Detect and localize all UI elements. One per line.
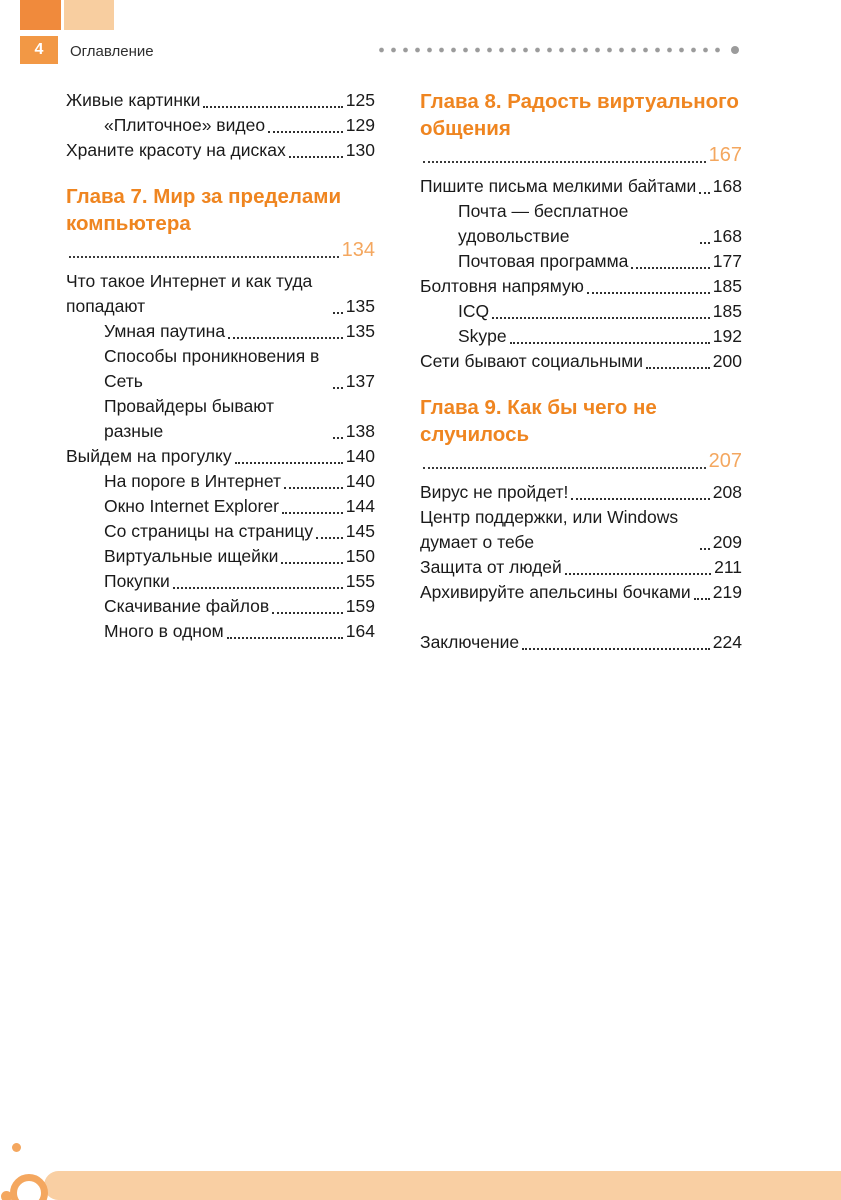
toc-entry-label: Умная паутина	[104, 321, 226, 341]
dot-leader	[694, 598, 710, 600]
toc-entry-page: 144	[345, 496, 375, 516]
dot-leader	[571, 498, 709, 500]
toc-entry-label: Скачивание файлов	[104, 596, 270, 616]
toc-entry-page: 177	[712, 251, 742, 271]
header-dots-decoration	[377, 45, 727, 55]
toc-entry-label: Окно Internet Explorer	[104, 496, 279, 516]
toc-entry-page: 219	[712, 582, 742, 602]
toc-entry	[66, 319, 375, 344]
toc-entry-label: Покупки	[104, 571, 170, 591]
toc-entry-page: 138	[345, 421, 375, 441]
dot-leader	[203, 106, 342, 108]
toc-entry-page: 135	[345, 321, 375, 341]
toc-entry-page: 129	[345, 115, 375, 135]
toc-entry-label: Пишите письма мелкими байтами	[420, 176, 697, 196]
toc-entry-label: Живые картинки	[66, 90, 201, 110]
toc-entry-page: 200	[712, 351, 742, 371]
toc-entry	[66, 469, 375, 494]
toc-entry-page: 185	[712, 276, 742, 296]
toc-entry-label: Много в одном	[104, 621, 224, 641]
dot-leader	[333, 387, 343, 389]
page-number-badge	[20, 36, 58, 64]
toc-entry-label: Почта — бесплатное удовольствие	[458, 201, 629, 246]
toc-entry	[66, 394, 375, 444]
toc-entry-label: Центр поддержки, или Windows думает о тебе	[420, 507, 679, 552]
toc-entry-label: Провайдеры бывают разные	[104, 396, 274, 441]
toc-entry	[66, 619, 375, 644]
toc-entry-label: Болтовня напрямую	[420, 276, 584, 296]
toc-entry	[66, 344, 375, 394]
dot-leader	[699, 192, 709, 194]
toc-entry	[420, 274, 742, 299]
page-title: Оглавление	[70, 43, 154, 60]
toc-entry-page: 168	[712, 176, 742, 196]
footer-dot-decoration	[1, 1191, 12, 1200]
toc-chapter-page: 167	[708, 144, 742, 166]
dot-leader	[565, 573, 711, 575]
dot-leader	[289, 156, 343, 158]
toc-entry	[66, 594, 375, 619]
dot-leader	[492, 317, 710, 319]
toc-entry-page: 192	[712, 326, 742, 346]
toc-entry	[420, 249, 742, 274]
footer-bar-decoration	[44, 1171, 841, 1200]
toc-entry-label: Со страницы на страницу	[104, 521, 314, 541]
toc-chapter-label: Глава 9. Как бы чего не случилось	[420, 396, 657, 446]
dot-leader	[282, 512, 343, 514]
toc-entry	[420, 174, 742, 199]
toc-entry	[66, 113, 375, 138]
toc-entry-page: 155	[345, 571, 375, 591]
toc-entry-label: Что такое Интернет и как туда попадают	[66, 271, 313, 316]
header-tab-light-decoration	[64, 0, 114, 30]
dot-leader	[235, 462, 343, 464]
toc-entry-page: 125	[345, 90, 375, 110]
toc-entry-page: 185	[712, 301, 742, 321]
toc-entry-label: Архивируйте апельсины бочками	[420, 582, 691, 602]
dot-leader	[228, 337, 343, 339]
toc-entry	[420, 324, 742, 349]
dot-leader	[173, 587, 343, 589]
toc-entry-page: 208	[712, 482, 742, 502]
toc-entry-label: Skype	[458, 326, 507, 346]
dot-leader	[281, 562, 342, 564]
toc-entry	[66, 544, 375, 569]
toc-entry	[66, 138, 375, 163]
toc-chapter-heading	[420, 394, 742, 475]
toc-entry-label: Виртуальные ищейки	[104, 546, 279, 566]
dot-leader	[423, 467, 706, 469]
dot-leader	[646, 367, 710, 369]
toc-entry	[420, 299, 742, 324]
toc-column-left	[66, 88, 375, 644]
dot-leader	[700, 242, 710, 244]
toc-entry	[66, 88, 375, 113]
dot-leader	[69, 256, 339, 258]
dot-leader	[272, 612, 343, 614]
dot-leader	[587, 292, 710, 294]
toc-entry-label: Сети бывают социальными	[420, 351, 644, 371]
footer-dot-decoration	[12, 1143, 21, 1152]
toc-entry	[66, 269, 375, 319]
toc-entry-page: 140	[345, 471, 375, 491]
dot-leader	[631, 267, 709, 269]
toc-entry-page: 135	[345, 296, 375, 316]
toc-entry	[66, 494, 375, 519]
dot-leader	[700, 548, 710, 550]
toc-entry	[420, 555, 742, 580]
toc-entry	[420, 505, 742, 555]
toc-column-right	[420, 88, 742, 655]
dot-leader	[423, 161, 706, 163]
toc-entry-page: 168	[712, 226, 742, 246]
toc-chapter-heading	[66, 183, 375, 264]
toc-entry-page: 209	[712, 532, 742, 552]
toc-entry-page: 140	[345, 446, 375, 466]
page-number: 4	[34, 41, 44, 58]
toc-entry-label: На пороге в Интернет	[104, 471, 282, 491]
dot-leader	[333, 312, 343, 314]
toc-entry	[66, 519, 375, 544]
toc-chapter-label: Глава 8. Радость виртуального общения	[420, 90, 739, 140]
toc-chapter-page: 207	[708, 450, 742, 472]
toc-entry-page: 145	[345, 521, 375, 541]
dot-leader	[522, 648, 710, 650]
header-tab-dark-decoration	[20, 0, 61, 30]
toc-entry	[420, 199, 742, 249]
toc-entry-label: Заключение	[420, 632, 520, 652]
toc-entry-page: 224	[712, 632, 742, 652]
toc-entry-label: Почтовая программа	[458, 251, 629, 271]
toc-entry-page: 130	[345, 140, 375, 160]
toc-entry	[420, 630, 742, 655]
footer-ring-decoration	[10, 1174, 48, 1200]
toc-entry-page: 164	[345, 621, 375, 641]
toc-entry	[420, 480, 742, 505]
toc-entry-page: 211	[714, 557, 742, 577]
toc-entry-label: Храните красоту на дисках	[66, 140, 286, 160]
toc-entry-label: Способы проникновения в Сеть	[104, 346, 320, 391]
toc-entry-page: 150	[345, 546, 375, 566]
toc-entry-label: Защита от людей	[420, 557, 562, 577]
toc-entry-label: «Плиточное» видео	[104, 115, 266, 135]
toc-entry	[66, 569, 375, 594]
toc-entry	[420, 580, 742, 605]
dot-leader	[316, 537, 343, 539]
dot-leader	[333, 437, 343, 439]
toc-entry-page: 159	[345, 596, 375, 616]
dot-leader	[227, 637, 343, 639]
toc-entry	[66, 444, 375, 469]
toc-chapter-heading	[420, 88, 742, 169]
dot-leader	[510, 342, 710, 344]
toc-chapter-label: Глава 7. Мир за пределами компьютера	[66, 185, 342, 235]
dot-leader	[284, 487, 343, 489]
toc-chapter-page: 134	[341, 239, 375, 261]
dot-leader	[268, 131, 343, 133]
toc-entry-page: 137	[345, 371, 375, 391]
toc-entry	[420, 349, 742, 374]
toc-entry-label: ICQ	[458, 301, 490, 321]
toc-entry-label: Вирус не пройдет!	[420, 482, 569, 502]
toc-entry-label: Выйдем на прогулку	[66, 446, 232, 466]
header-end-dot-decoration	[731, 46, 739, 54]
